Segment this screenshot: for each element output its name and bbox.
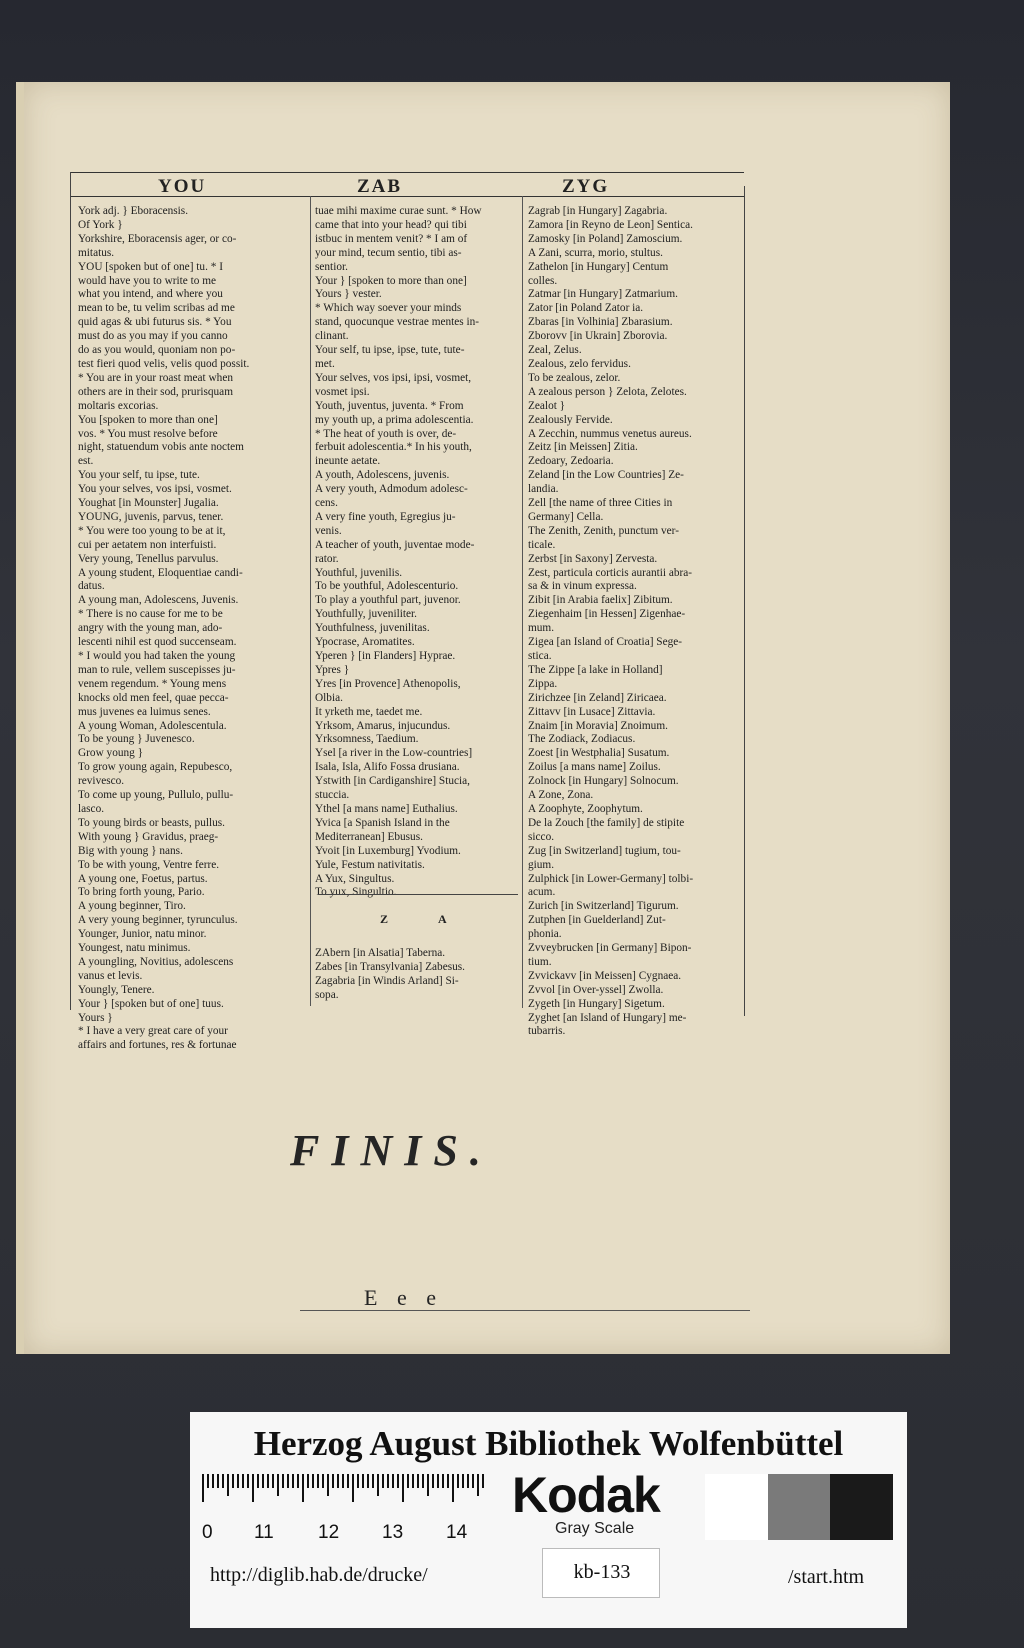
entry-line: Zborovv [in Ukrain] Zborovia. — [528, 330, 668, 343]
gray-swatch — [705, 1474, 768, 1540]
entry-line: You [spoken to more than one] — [78, 413, 218, 426]
entry-line: To be young } Juvenesco. — [78, 733, 195, 746]
entry-line: Zvvickavv [in Meissen] Cygnaea. — [528, 969, 682, 982]
entry-line: Youth, juventus, juventa. * From — [315, 399, 464, 412]
entry-line: Zvvol [in Over-yssel] Zwolla. — [528, 983, 664, 996]
entry-line: A youngling, Novitius, adolescens — [78, 955, 234, 968]
entry-line: Zealous, zelo fervidus. — [528, 357, 631, 370]
ruler-tick — [432, 1474, 434, 1488]
entry-line: * The heat of youth is over, de- — [315, 427, 457, 440]
entry-line: vos. * You must resolve before — [78, 427, 218, 440]
ruler-tick — [477, 1474, 479, 1496]
entry-line: * You are in your roast meat when — [78, 371, 233, 384]
entry-line: Big with young } nans. — [78, 844, 183, 857]
ruler-tick — [367, 1474, 369, 1488]
entry-line: colles. — [528, 274, 558, 287]
entry-line: revivesco. — [78, 775, 125, 788]
entry-line: The Zenith, Zenith, punctum ver- — [528, 524, 679, 537]
entry-line: Zagrab [in Hungary] Zagabria. — [528, 205, 668, 217]
entry-line: It yrketh me, taedet me. — [315, 705, 423, 718]
entry-line: stand, quocunque vestrae mentes in- — [315, 316, 480, 329]
entry-line: Ystwith [in Cardiganshire] Stucia, — [315, 775, 470, 788]
entry-line: Very young, Tenellus parvulus. — [78, 552, 219, 565]
entry-line: Zygeth [in Hungary] Sigetum. — [528, 997, 665, 1010]
entry-line: Your } [spoken but of one] tuus. — [78, 997, 224, 1010]
entry-line: my youth up, a prima adolescentia. — [315, 413, 474, 426]
entry-line: venis. — [315, 524, 342, 537]
entry-line: With young } Gravidus, praeg- — [78, 830, 219, 843]
ruler-tick — [272, 1474, 274, 1488]
scale-ruler — [202, 1474, 500, 1544]
entry-line: man to rule, vellem suscepisses ju- — [78, 663, 236, 676]
entry-line: Zutphen [in Guelderland] Zut- — [528, 914, 666, 927]
entry-line: your mind, tecum sentio, tibi as- — [315, 246, 462, 259]
start-page-path: /start.htm — [788, 1566, 865, 1588]
entry-line: A Zani, scurra, morio, stultus. — [528, 246, 663, 259]
entry-line: A youth, Adolescens, juvenis. — [315, 469, 450, 482]
ruler-tick — [457, 1474, 459, 1488]
entry-line: Yule, Festum nativitatis. — [315, 858, 425, 871]
entry-line: Yperen } [in Flanders] Hyprae. — [315, 650, 456, 662]
ruler-tick — [482, 1474, 484, 1488]
entry-line: You your selves, vos ipsi, vosmet. — [78, 483, 232, 496]
entry-line: Isala, Isla, Alifo Fossa drusiana. — [315, 761, 460, 774]
dictionary-column-1 — [78, 205, 308, 1053]
dictionary-column-3 — [528, 205, 744, 1039]
entry-line: To yux, Singultio. — [315, 886, 397, 899]
entry-line: others are in their sod, prurisquam — [78, 385, 233, 398]
entry-line: Zulphick [in Lower-Germany] tolbi- — [528, 872, 694, 885]
entry-line: A Zecchin, nummus venetus aureus. — [528, 427, 692, 440]
ruler-tick — [257, 1474, 259, 1488]
entry-line: Zamosky [in Poland] Zamoscium. — [528, 232, 683, 245]
entry-line: Of York } — [78, 218, 123, 231]
za-section-entries — [315, 946, 522, 1002]
entry-line: A young man, Adolescens, Juvenis. — [78, 594, 239, 607]
entry-line: Zyghet [an Island of Hungary] me- — [528, 1011, 687, 1024]
entry-line: gium. — [528, 858, 555, 871]
entry-line: De la Zouch [the family] de stipite — [528, 816, 685, 829]
entry-line: sa & in vinum expressa. — [528, 580, 637, 593]
column-divider-1 — [310, 196, 311, 1006]
entry-line: A very young beginner, tyrunculus. — [78, 914, 238, 927]
entry-line: * I have a very great care of your — [78, 1025, 228, 1038]
entry-line: Zealously Fervide. — [528, 413, 613, 426]
entry-line: Zagabria [in Windis Arland] Si- — [315, 975, 459, 987]
entry-line: A zealous person } Zelota, Zelotes. — [528, 385, 687, 398]
ruler-tick — [252, 1474, 254, 1502]
entry-line: Zator [in Poland Zator ia. — [528, 302, 644, 315]
entry-line: ferbuit adolescentia.* In his youth, — [315, 441, 472, 454]
ruler-tick — [372, 1474, 374, 1488]
entry-line: moltaris excorias. — [78, 399, 159, 412]
ruler-tick — [407, 1474, 409, 1488]
section-rule — [318, 894, 518, 895]
ruler-number: 14 — [446, 1522, 468, 1543]
entry-line: landia. — [528, 483, 559, 496]
entry-line: Zigea [an Island of Croatia] Sege- — [528, 636, 683, 649]
ruler-tick — [277, 1474, 279, 1496]
entry-line: tium. — [528, 955, 552, 968]
entry-line: sicco. — [528, 830, 555, 843]
entry-line: phonia. — [528, 928, 562, 941]
entry-line: Your selves, vos ipsi, ipsi, vosmet, — [315, 371, 472, 384]
ruler-tick — [437, 1474, 439, 1488]
entry-line: clinant. — [315, 330, 349, 343]
entry-line: ticale. — [528, 538, 556, 551]
ruler-tick — [282, 1474, 284, 1488]
running-head-middle: ZAB — [357, 176, 403, 197]
entry-line: tuae mihi maxime curae sunt. * How — [315, 205, 482, 217]
entry-line: istbuc in mentem venit? * I am of — [315, 232, 468, 245]
entry-line: A teacher of youth, juventae mode- — [315, 538, 475, 551]
entry-line: To be zealous, zelor. — [528, 371, 621, 384]
entry-line: Zbaras [in Volhinia] Zbarasium. — [528, 316, 673, 329]
entry-line: datus. — [78, 580, 105, 593]
entry-line: would have you to write to me — [78, 274, 217, 287]
column-divider-2 — [522, 196, 523, 1008]
entry-line: A very fine youth, Egregius ju- — [315, 510, 456, 523]
running-head-right: ZYG — [562, 176, 610, 197]
entry-line: mitatus. — [78, 246, 115, 259]
entry-line: A Yux, Singultus. — [315, 872, 395, 885]
entry-line: * Which way soever your minds — [315, 302, 462, 315]
ruler-tick — [447, 1474, 449, 1488]
entry-line: Youghat [in Mounster] Jugalia. — [78, 497, 219, 510]
entry-line: what you intend, and where you — [78, 288, 223, 301]
ruler-tick — [212, 1474, 214, 1488]
ruler-tick — [307, 1474, 309, 1488]
header-rule-bottom — [70, 196, 744, 197]
entry-line: est. — [78, 455, 94, 468]
entry-line: Mediterranean] Ebusus. — [315, 830, 423, 843]
entry-line: Olbia. — [315, 691, 343, 704]
entry-line: lasco. — [78, 802, 105, 815]
entry-line: YOU [spoken but of one] tu. * I — [78, 260, 223, 273]
ruler-tick — [322, 1474, 324, 1488]
section-heading-za — [380, 912, 497, 927]
entry-line: Zug [in Switzerland] tugium, tou- — [528, 844, 681, 857]
ruler-tick — [347, 1474, 349, 1488]
ruler-tick — [337, 1474, 339, 1488]
entry-line: Yrksom, Amarus, injucundus. — [315, 719, 451, 732]
ruler-number: 0 — [202, 1522, 213, 1543]
entry-line: Grow young } — [78, 747, 144, 760]
entry-line: Zabes [in Transylvania] Zabesus. — [315, 961, 465, 973]
gray-swatch — [830, 1474, 893, 1540]
ruler-tick — [462, 1474, 464, 1488]
entry-line: Zirichzee [in Zeland] Ziricaea. — [528, 691, 667, 704]
ruler-tick — [422, 1474, 424, 1488]
entry-line: test fieri quod velis, velis quod possit. — [78, 357, 250, 370]
ruler-tick — [452, 1474, 454, 1502]
entry-line: Zell [the name of three Cities in — [528, 497, 673, 510]
ruler-tick — [237, 1474, 239, 1488]
entry-line: Youngest, natu minimus. — [78, 942, 191, 955]
entry-line: Yours } — [78, 1011, 113, 1024]
ruler-tick — [262, 1474, 264, 1488]
entry-line: YOUNG, juvenis, parvus, tener. — [78, 510, 224, 523]
library-scan-card — [190, 1412, 907, 1628]
ruler-tick — [442, 1474, 444, 1488]
ruler-tick — [317, 1474, 319, 1488]
entry-line: Ypocrase, Aromatites. — [315, 636, 415, 649]
ruler-tick — [472, 1474, 474, 1488]
entry-line: Ythel [a mans name] Euthalius. — [315, 802, 458, 815]
entry-line: A very youth, Admodum adolesc- — [315, 483, 468, 496]
entry-line: Zeland [in the Low Countries] Ze- — [528, 469, 684, 482]
entry-line: A young beginner, Tiro. — [78, 900, 186, 913]
entry-line: must do as you may if you canno — [78, 330, 228, 343]
entry-line: Yvoit [in Luxemburg] Yvodium. — [315, 844, 461, 857]
entry-line: mean to be, tu velim scribas ad me — [78, 302, 235, 315]
entry-line: Zurich [in Switzerland] Tigurum. — [528, 900, 679, 913]
ruler-tick — [202, 1474, 204, 1502]
entry-line: Zamora [in Reyno de Leon] Sentica. — [528, 218, 694, 231]
entry-line: Zoilus [a mans name] Zoilus. — [528, 761, 661, 774]
entry-line: * I would you had taken the young — [78, 650, 236, 662]
entry-line: Yours } vester. — [315, 288, 382, 301]
dictionary-column-2 — [315, 205, 522, 900]
entry-line: Zolnock [in Hungary] Solnocum. — [528, 775, 679, 788]
entry-line: Yvica [a Spanish Island in the — [315, 816, 450, 829]
entry-line: Yrksomness, Taedium. — [315, 733, 419, 746]
entry-line: Ziegenhaim [in Hessen] Zigenhae- — [528, 608, 686, 621]
entry-line: Zittavv [in Lusace] Zittavia. — [528, 705, 656, 718]
entry-line: Zippa. — [528, 677, 558, 690]
kodak-logo: Kodak — [512, 1467, 660, 1523]
frame-rule-right — [744, 186, 745, 1016]
entry-line: To be youthful, Adolescenturio. — [315, 580, 459, 593]
library-name: Herzog August Bibliothek Wolfenbüttel — [253, 1424, 844, 1463]
entry-line: A Zoophyte, Zoophytum. — [528, 802, 643, 815]
entry-line: A young one, Foetus, partus. — [78, 872, 208, 885]
section-heading-letter-z: Z — [380, 912, 439, 926]
ruler-tick — [362, 1474, 364, 1488]
ruler-tick — [302, 1474, 304, 1502]
digital-library-url: http://diglib.hab.de/drucke/ — [210, 1564, 428, 1586]
entry-line: mum. — [528, 622, 555, 635]
entry-line: Youthfully, juveniliter. — [315, 608, 417, 621]
entry-line: affairs and fortunes, res & fortunae — [78, 1039, 237, 1052]
ruler-tick — [467, 1474, 469, 1488]
ruler-tick — [292, 1474, 294, 1488]
entry-line: Zeitz [in Meissen] Zitia. — [528, 441, 638, 454]
entry-line: Zest, particula corticis aurantii abra- — [528, 566, 693, 579]
ruler-tick — [352, 1474, 354, 1502]
finis-mark: FINIS. — [290, 1126, 493, 1175]
running-head-left: YOU — [158, 176, 207, 197]
entry-line: cens. — [315, 497, 338, 510]
ruler-tick — [312, 1474, 314, 1488]
ruler-tick — [377, 1474, 379, 1496]
ruler-tick — [247, 1474, 249, 1488]
entry-line: mus juvenes ea luimus senes. — [78, 705, 211, 718]
entry-line: Zatmar [in Hungary] Zatmarium. — [528, 288, 678, 301]
entry-line: met. — [315, 357, 335, 370]
entry-line: * You were too young to be at it, — [78, 524, 226, 537]
entry-line: sopa. — [315, 989, 339, 1001]
entry-line: Zvveybrucken [in Germany] Bipon- — [528, 942, 692, 955]
ruler-tick — [232, 1474, 234, 1488]
ruler-number: 12 — [318, 1522, 340, 1543]
entry-line: Germany] Cella. — [528, 510, 604, 523]
ruler-tick — [287, 1474, 289, 1488]
ruler-tick — [427, 1474, 429, 1496]
entry-line: A Zone, Zona. — [528, 789, 594, 802]
entry-line: Ypres } — [315, 663, 350, 676]
ruler-tick — [387, 1474, 389, 1488]
entry-line: Youthfulness, juvenilitas. — [315, 622, 430, 635]
entry-line: Younger, Junior, natu minor. — [78, 928, 207, 941]
entry-line: vanus et levis. — [78, 969, 143, 982]
entry-line: Zathelon [in Hungary] Centum — [528, 260, 669, 273]
section-heading-letter-a: A — [438, 912, 497, 926]
entry-line: Zibit [in Arabia faelix] Zibitum. — [528, 594, 673, 607]
ruler-tick — [207, 1474, 209, 1488]
ruler-tick — [267, 1474, 269, 1488]
entry-line: stuccia. — [315, 789, 350, 802]
entry-line: To bring forth young, Pario. — [78, 886, 205, 899]
entry-line: Yres [in Provence] Athenopolis, — [315, 677, 461, 690]
ruler-tick — [227, 1474, 229, 1496]
entry-line: do as you would, quoniam non po- — [78, 344, 236, 357]
entry-line: sentior. — [315, 260, 348, 273]
entry-line: night, statuendum vobis ante noctem — [78, 441, 244, 454]
bottom-rule — [300, 1310, 750, 1311]
header-rule-top — [70, 172, 744, 173]
entry-line: Youthful, juvenilis. — [315, 566, 403, 579]
entry-line: Ysel [a river in the Low-countries] — [315, 747, 473, 760]
entry-line: ZAbern [in Alsatia] Taberna. — [315, 947, 446, 959]
entry-line: To play a youthful part, juvenor. — [315, 594, 461, 607]
entry-line: ineunte aetate. — [315, 455, 381, 468]
entry-line: Zerbst [in Saxony] Zervesta. — [528, 552, 658, 565]
entry-line: York adj. } Eboracensis. — [78, 205, 189, 217]
entry-line: Your } [spoken to more than one] — [315, 274, 467, 287]
gray-scale-swatches — [705, 1474, 893, 1540]
gray-swatch — [768, 1474, 831, 1540]
ruler-tick — [242, 1474, 244, 1488]
entry-line: To be with young, Ventre ferre. — [78, 858, 220, 871]
ruler-tick — [297, 1474, 299, 1488]
scan-code: kb-133 — [573, 1561, 631, 1583]
ruler-tick — [217, 1474, 219, 1488]
signature-mark: E e e — [364, 1285, 443, 1310]
ruler-number: 13 — [382, 1522, 404, 1543]
entry-line: tubarris. — [528, 1025, 566, 1038]
ruler-number: 11 — [254, 1522, 274, 1543]
ruler-tick — [327, 1474, 329, 1496]
entry-line: To young birds or beasts, pullus. — [78, 816, 226, 829]
ruler-tick — [402, 1474, 404, 1502]
ruler-tick — [412, 1474, 414, 1488]
entry-line: Your self, tu ipse, ipse, tute, tute- — [315, 344, 465, 357]
entry-line: Zealot } — [528, 399, 566, 412]
entry-line: lescenti nihil est quod succenseam. — [78, 636, 237, 649]
ruler-tick — [357, 1474, 359, 1488]
entry-line: quid agas & ubi futurus sis. * You — [78, 316, 232, 329]
entry-line: You your self, tu ipse, tute. — [78, 469, 200, 482]
ruler-tick — [382, 1474, 384, 1488]
entry-line: A young Woman, Adolescentula. — [78, 719, 227, 732]
entry-line: Zoest [in Westphalia] Susatum. — [528, 747, 670, 760]
entry-line: vosmet ipsi. — [315, 385, 370, 398]
frame-rule-left — [70, 172, 71, 1010]
entry-line: Yorkshire, Eboracensis ager, or co- — [78, 232, 237, 245]
entry-line: knocks old men feel, quae pecca- — [78, 691, 229, 704]
gray-scale-label: Gray Scale — [555, 1520, 635, 1537]
entry-line: The Zippe [a lake in Holland] — [528, 663, 663, 676]
entry-line: To come up young, Pullulo, pullu- — [78, 789, 234, 802]
ruler-tick — [332, 1474, 334, 1488]
entry-line: angry with the young man, ado- — [78, 622, 223, 635]
ruler-tick — [397, 1474, 399, 1488]
entry-line: venem regendum. * Young mens — [78, 677, 227, 690]
entry-line: acum. — [528, 886, 556, 899]
entry-line: Znaim [in Moravia] Znoimum. — [528, 719, 668, 732]
entry-line: The Zodiack, Zodiacus. — [528, 733, 636, 746]
entry-line: came that into your head? qui tibi — [315, 218, 467, 231]
entry-line: To grow young again, Repubesco, — [78, 761, 233, 774]
entry-line: cui per aetatem non interfuisti. — [78, 538, 217, 551]
entry-line: * There is no cause for me to be — [78, 608, 223, 621]
running-head — [70, 176, 744, 198]
entry-line: rator. — [315, 552, 339, 565]
entry-line: Youngly, Tenere. — [78, 983, 155, 996]
scan-code-box — [542, 1548, 660, 1598]
ruler-tick — [342, 1474, 344, 1488]
ruler-tick — [392, 1474, 394, 1488]
entry-line: Zedoary, Zedoaria. — [528, 455, 614, 468]
ruler-tick — [222, 1474, 224, 1488]
entry-line: stica. — [528, 650, 552, 662]
entry-line: Zeal, Zelus. — [528, 344, 582, 357]
entry-line: A young student, Eloquentiae candi- — [78, 566, 243, 579]
ruler-tick — [417, 1474, 419, 1488]
